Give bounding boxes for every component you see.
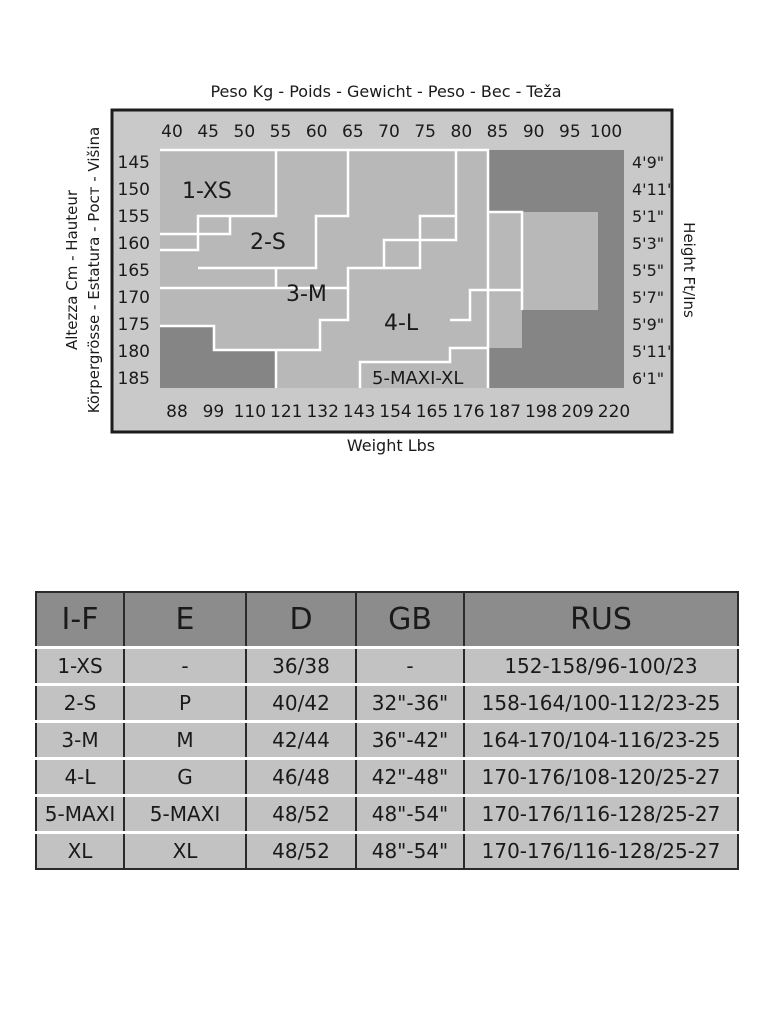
chart-top-title: Peso Kg - Poids - Gewicht - Peso - Вес - Teža (210, 82, 562, 101)
header-e: E (124, 592, 246, 648)
cell-e: 5-MAXI (124, 796, 246, 833)
kg-tick-label: 95 (559, 122, 581, 142)
cell-if: 5-MAXI (36, 796, 124, 833)
cell-if: XL (36, 833, 124, 870)
lbs-tick-label: 198 (524, 402, 558, 422)
cell-d: 36/38 (246, 648, 356, 685)
cell-gb: 42"-48" (356, 759, 464, 796)
cell-rus: 152-158/96-100/23 (464, 648, 738, 685)
chart-bottom-title: Weight Lbs (346, 436, 436, 455)
cell-d: 48/52 (246, 833, 356, 870)
cell-d: 42/44 (246, 722, 356, 759)
table-row (36, 648, 738, 685)
lbs-tick-label: 176 (452, 402, 485, 422)
ft-tick-label: 5'1" (632, 207, 665, 226)
ft-tick-label: 5'9" (632, 315, 665, 334)
cm-tick-label: 145 (117, 153, 150, 173)
lbs-tick-label: 165 (415, 402, 449, 422)
header-if: I-F (36, 592, 124, 648)
cell-rus: 170-176/108-120/25-27 (464, 759, 738, 796)
kg-tick-label: 85 (486, 122, 509, 142)
cell-e: P (124, 685, 246, 722)
size-chart (0, 0, 767, 470)
chart-left-title-2: Körpergrösse - Estatura - Рост - Višina (85, 126, 103, 414)
kg-tick-label: 80 (450, 122, 473, 142)
cell-if: 1-XS (36, 648, 124, 685)
cell-rus: 170-176/116-128/25-27 (464, 796, 738, 833)
ft-tick-label: 5'5" (632, 261, 665, 280)
header-gb: GB (356, 592, 464, 648)
cell-if: 2-S (36, 685, 124, 722)
cell-rus: 158-164/100-112/23-25 (464, 685, 738, 722)
cell-if: 3-M (36, 722, 124, 759)
cell-d: 46/48 (246, 759, 356, 796)
lbs-tick-label: 220 (597, 402, 631, 422)
ft-tick-label: 6'1" (632, 369, 665, 388)
ft-tick-label: 5'3" (632, 234, 665, 253)
table-row (36, 722, 738, 759)
zone-label-maxi: 5-MAXI-XL (372, 368, 464, 389)
cell-rus: 170-176/116-128/25-27 (464, 833, 738, 870)
lbs-tick-label: 154 (379, 402, 412, 422)
table-row (36, 833, 738, 870)
kg-tick-label: 40 (161, 122, 183, 142)
lbs-tick-label: 209 (561, 402, 594, 422)
chart-left-title-1: Altezza Cm - Hauteur (63, 189, 81, 351)
lbs-tick-label: 110 (233, 402, 267, 422)
kg-tick-label: 70 (378, 122, 400, 142)
cell-e: - (124, 648, 246, 685)
cm-tick-label: 165 (117, 261, 150, 281)
cell-gb: 36"-42" (356, 722, 464, 759)
ft-tick-label: 4'9" (632, 153, 665, 172)
kg-tick-label: 65 (342, 122, 364, 142)
cm-tick-label: 185 (117, 369, 150, 389)
table-row (36, 759, 738, 796)
cell-d: 40/42 (246, 685, 356, 722)
cell-d: 48/52 (246, 796, 356, 833)
cell-if: 4-L (36, 759, 124, 796)
cell-gb: - (356, 648, 464, 685)
lbs-tick-label: 99 (202, 402, 225, 422)
cm-tick-label: 160 (117, 234, 150, 254)
zone-label-l: 4-L (384, 311, 419, 336)
lbs-tick-label: 121 (270, 402, 303, 422)
ft-tick-label: 4'11" (632, 180, 675, 199)
lbs-tick-label: 132 (306, 402, 339, 422)
size-conversion-table (35, 591, 739, 870)
kg-tick-label: 45 (197, 122, 219, 142)
kg-tick-label: 90 (522, 122, 545, 142)
table-header-row (36, 592, 738, 648)
cm-tick-label: 170 (117, 288, 150, 308)
cell-gb: 48"-54" (356, 796, 464, 833)
cm-tick-label: 155 (117, 207, 150, 227)
header-d: D (246, 592, 356, 648)
kg-tick-label: 50 (233, 122, 256, 142)
cell-rus: 164-170/104-116/23-25 (464, 722, 738, 759)
kg-tick-label: 100 (589, 122, 623, 142)
table-row (36, 685, 738, 722)
cm-tick-label: 180 (117, 342, 150, 362)
cell-e: G (124, 759, 246, 796)
kg-tick-label: 75 (414, 122, 436, 142)
cell-gb: 32"-36" (356, 685, 464, 722)
zone-label-s: 2-S (250, 230, 286, 255)
cm-axis-ticks (118, 153, 150, 389)
zone-label-m: 3-M (286, 282, 327, 307)
lbs-tick-label: 88 (166, 402, 188, 422)
zone-label-xs: 1-XS (182, 179, 232, 204)
ft-tick-label: 5'7" (632, 288, 665, 307)
cell-e: M (124, 722, 246, 759)
chart-right-title: Height Ft/Ins (680, 222, 698, 318)
header-rus: RUS (464, 592, 738, 648)
lbs-tick-label: 187 (488, 402, 521, 422)
cm-tick-label: 150 (117, 180, 150, 200)
table-row (36, 796, 738, 833)
kg-tick-label: 60 (305, 122, 328, 142)
cm-tick-label: 175 (117, 315, 150, 335)
lbs-tick-label: 143 (342, 402, 376, 422)
ft-tick-label: 5'11" (632, 342, 675, 361)
cell-e: XL (124, 833, 246, 870)
cell-gb: 48"-54" (356, 833, 464, 870)
kg-tick-label: 55 (269, 122, 292, 142)
lbs-axis-ticks (166, 402, 630, 422)
